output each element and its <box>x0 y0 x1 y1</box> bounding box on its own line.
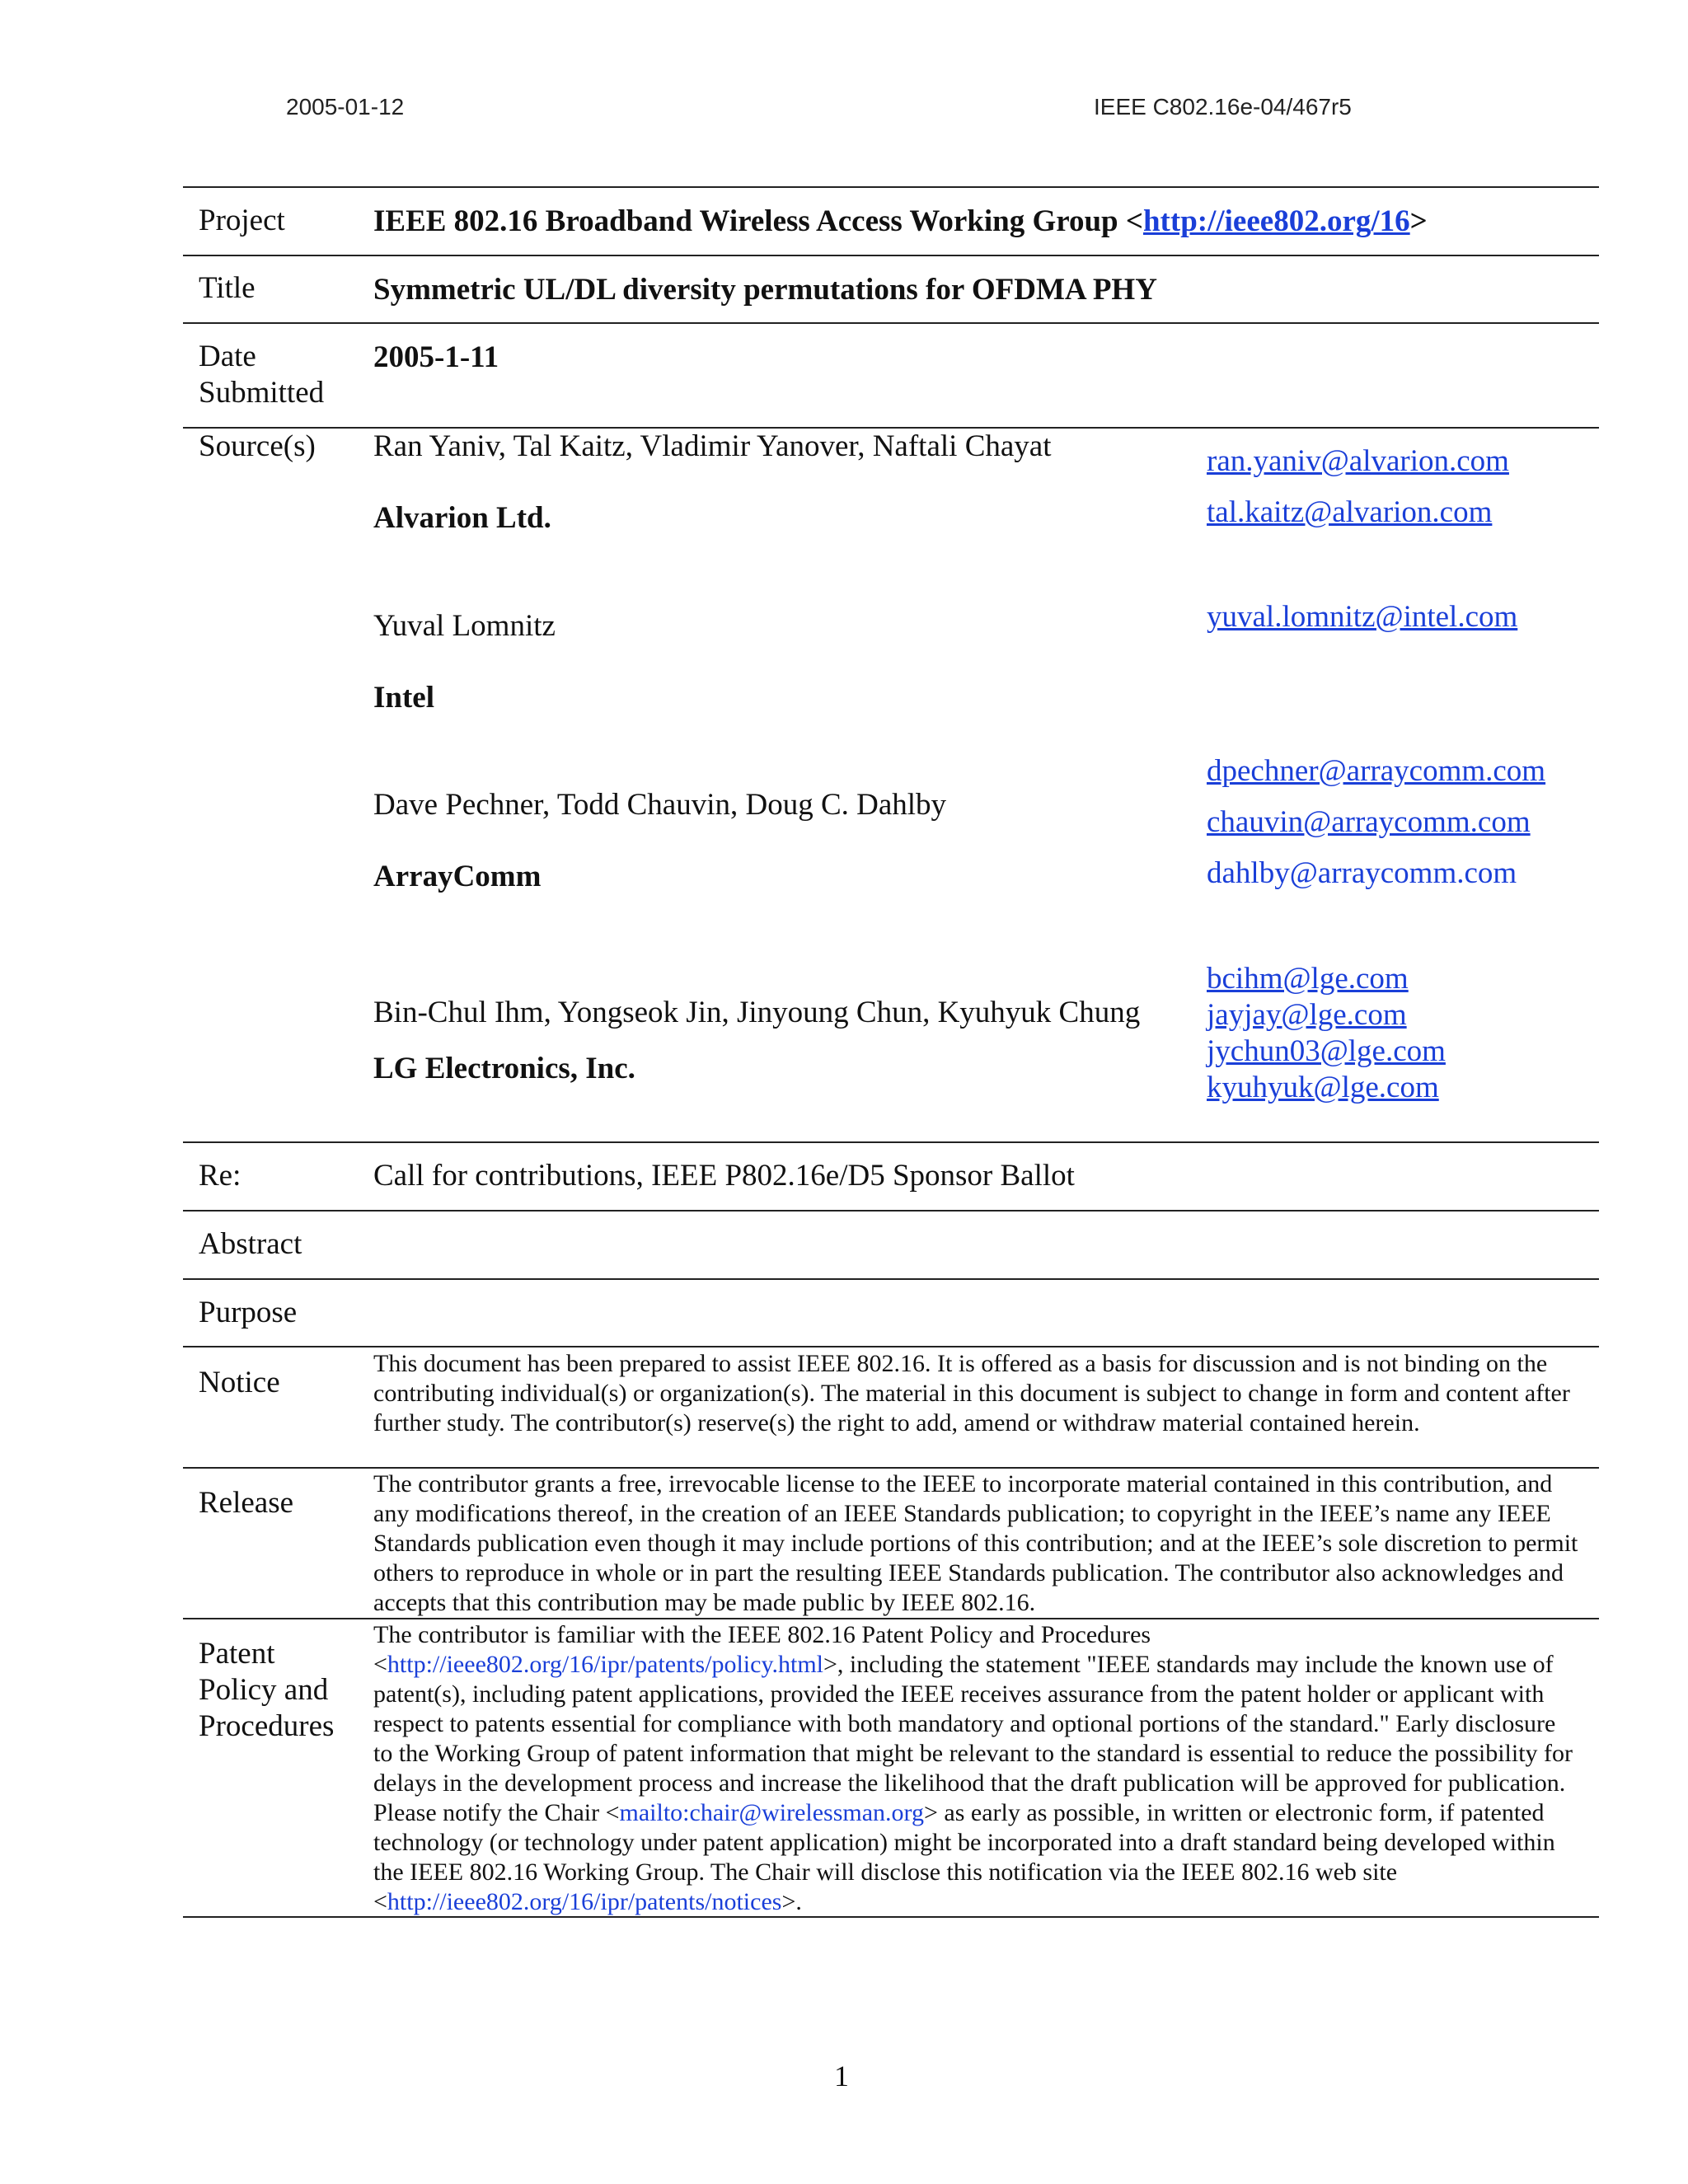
row-divider <box>183 255 1599 256</box>
patent-label-line2: Policy and <box>199 1673 329 1707</box>
row-divider <box>183 1278 1599 1280</box>
source-email[interactable]: bcihm@lge.com <box>1207 962 1409 996</box>
purpose-label: Purpose <box>199 1296 298 1329</box>
row-divider <box>183 1346 1599 1347</box>
project-link[interactable]: http://ieee802.org/16 <box>1142 204 1410 238</box>
source-names-4: Bin-Chul Ihm, Yongseok Jin, Jinyoung Chun, Kyuhyuk Chung <box>373 996 1141 1029</box>
patent-label-line3: Procedures <box>199 1709 335 1743</box>
title-label: Title <box>199 271 256 305</box>
page-number: 1 <box>834 2060 849 2093</box>
source-email[interactable]: tal.kaitz@alvarion.com <box>1207 495 1493 529</box>
row-divider <box>183 1618 1599 1619</box>
source-org-4: LG Electronics, Inc. <box>373 1052 635 1085</box>
patent-text <box>373 1620 1578 1917</box>
sources-label: Source(s) <box>199 429 316 463</box>
patent-text-part4: >. <box>781 1888 802 1915</box>
patent-text-part1: The contributor is familiar with the IEEE 802.16 Patent Policy and Procedures < <box>373 1621 1151 1678</box>
patent-label-line1: Patent <box>199 1637 275 1671</box>
notice-label: Notice <box>199 1366 280 1399</box>
source-email[interactable]: jychun03@lge.com <box>1207 1034 1446 1068</box>
patent-notices-link[interactable]: http://ieee802.org/16/ipr/patents/notices <box>387 1888 782 1915</box>
release-text: The contributor grants a free, irrevocable license to the IEEE to incorporate material contained in this contribution, and any modifications thereof, in the creation of an IEEE Standards publication; to copyright in the IEEE’s name any IEEE Standards publication even though it may include portions of this contribution; and at the IEEE’s sole discretion to permit others to reproduce in whole or in part the resulting IEEE Standards publication. The contributor also acknowledges and accepts that this contribution may be made public by IEEE 802.16. <box>373 1470 1578 1616</box>
source-email-list-4 <box>1207 961 1446 1106</box>
patent-policy-link[interactable]: http://ieee802.org/16/ipr/patents/policy.html <box>387 1651 824 1678</box>
source-org-2: Intel <box>373 681 434 715</box>
date-label <box>199 339 324 411</box>
chair-mail-link[interactable]: mailto:chair@wirelessman.org <box>619 1799 925 1826</box>
re-label: Re: <box>199 1159 241 1193</box>
re-value: Call for contributions, IEEE P802.16e/D5 Sponsor Ballot <box>373 1159 1075 1193</box>
document-title: Symmetric UL/DL diversity permutations for OFDMA PHY <box>373 273 1157 307</box>
patent-label <box>199 1636 334 1745</box>
notice-text: This document has been prepared to assist IEEE 802.16. It is offered as a basis for discussion and is not binding on the contributing individual(s) or organization(s). The material in this document is subject to change in form and content after further study. The contributor(s) reserve(s) the right to add, amend or withdraw material contained herein. <box>373 1350 1570 1436</box>
project-value-prefix: IEEE 802.16 Broadband Wireless Access Working Group < <box>373 204 1143 238</box>
header-date: 2005-01-12 <box>286 94 405 120</box>
date-label-line1: Date <box>199 340 256 373</box>
source-email[interactable]: dpechner@arraycomm.com <box>1207 754 1546 788</box>
source-email[interactable]: yuval.lomnitz@intel.com <box>1207 600 1518 634</box>
source-email[interactable]: ran.yaniv@alvarion.com <box>1207 444 1509 478</box>
project-label: Project <box>199 204 285 237</box>
row-divider <box>183 1141 1599 1143</box>
row-divider <box>183 322 1599 324</box>
header-doc-number: IEEE C802.16e-04/467r5 <box>1094 94 1352 120</box>
project-value-suffix: > <box>1409 204 1428 238</box>
table-top-rule <box>183 186 1599 188</box>
source-email[interactable]: jayjay@lge.com <box>1207 998 1407 1032</box>
abstract-label: Abstract <box>199 1227 302 1261</box>
row-divider <box>183 1467 1599 1469</box>
date-label-line2: Submitted <box>199 376 325 410</box>
source-names-1: Ran Yaniv, Tal Kaitz, Vladimir Yanover, Naftali Chayat <box>373 429 1052 463</box>
source-names-3: Dave Pechner, Todd Chauvin, Doug C. Dahlby <box>373 788 947 822</box>
patent-text-part2: >, including the statement "IEEE standards may include the known use of patent(s), including patent applications, provided the IEEE receives assurance from the patent holder or applicant with respect to patents essential for compliance with both mandatory and optional portions of the standard." Early disclosure to the Working Group of patent information that might be relevant to the standard is essential to reduce the possibility for delays in the development process and increase the likelihood that the draft publication will be approved for publication. Please notify the Chair < <box>373 1651 1573 1826</box>
source-email[interactable]: chauvin@arraycomm.com <box>1207 805 1531 839</box>
source-org-3: ArrayComm <box>373 860 542 893</box>
source-org-1: Alvarion Ltd. <box>373 501 551 535</box>
date-value: 2005-1-11 <box>373 340 499 374</box>
row-divider <box>183 1210 1599 1212</box>
source-email[interactable]: kyuhyuk@lge.com <box>1207 1071 1439 1104</box>
release-label: Release <box>199 1486 294 1520</box>
source-names-2: Yuval Lomnitz <box>373 609 556 643</box>
patent-text-part3: > as early as possible, in written or electronic form, if patented technology (or technology under patent application) might be incorporated into a draft standard being developed within the IEEE 802.16 Working Group. The Chair will disclose this notification via the IEEE 802.16 web site < <box>373 1799 1555 1915</box>
source-email[interactable]: dahlby@arraycomm.com <box>1207 856 1517 890</box>
project-value <box>373 204 1428 240</box>
